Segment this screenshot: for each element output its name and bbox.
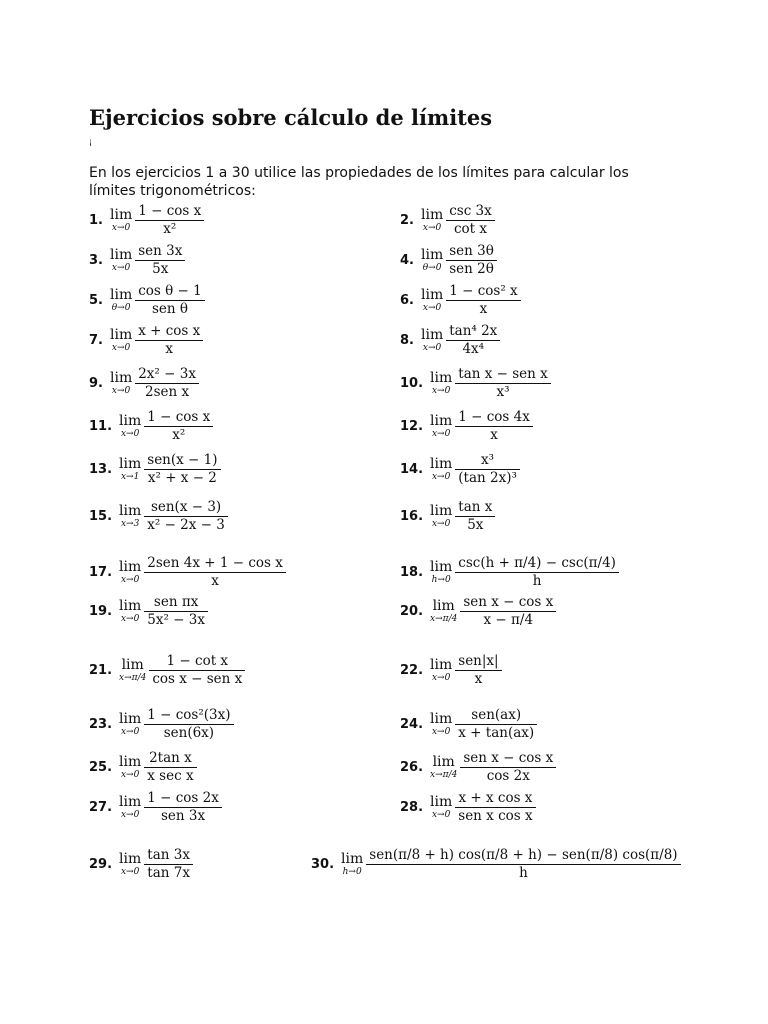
numerator: 1 − cos²(3x) (147, 706, 231, 723)
limit-word: lim (119, 597, 142, 614)
exercise-18 (400, 554, 619, 590)
denominator: 5x² − 3x (147, 611, 205, 628)
exercise-number: 26. (400, 759, 424, 775)
exercise-10 (400, 365, 551, 401)
limit-approach: x→0 (431, 385, 451, 396)
exercise-number: 23. (89, 716, 113, 732)
limit-word: lim (109, 286, 133, 303)
numerator: x + cos x (138, 322, 201, 339)
denominator: h (532, 572, 542, 589)
numerator: 1 − cot x (166, 652, 229, 669)
exercise-number: 6. (400, 292, 414, 308)
exercise-number: 2. (400, 212, 414, 228)
numerator: sen(π/8 + h) cos(π/8 + h) − sen(π/8) cos(π/8) (369, 846, 678, 863)
denominator: tan 7x (147, 864, 190, 881)
denominator: 5x (152, 260, 169, 277)
limit-word: lim (119, 455, 142, 472)
denominator: 4x⁴ (462, 340, 485, 357)
fraction (460, 595, 556, 628)
denominator: sen 3x (161, 807, 206, 824)
limit-approach: x→0 (422, 342, 442, 353)
fraction (446, 244, 497, 277)
exercise-6 (400, 282, 521, 318)
numerator: 1 − cos x (138, 202, 202, 219)
denominator: x (479, 300, 488, 317)
denominator: cos x − sen x (152, 670, 243, 687)
exercise-number: 14. (400, 461, 424, 477)
denominator: 5x (467, 516, 484, 533)
denominator: h (519, 864, 528, 881)
fraction (144, 410, 213, 443)
limit-operator (430, 457, 452, 482)
denominator: sen 2θ (449, 260, 494, 277)
denominator: x³ (496, 383, 510, 400)
exercise-number: 3. (89, 252, 103, 268)
page-title: Ejercicios sobre cálculo de límites (89, 105, 493, 130)
limit-word: lim (420, 246, 444, 263)
exercise-number: 21. (89, 662, 113, 678)
fraction (460, 751, 556, 784)
numerator: tan⁴ 2x (449, 322, 498, 339)
limit-approach: x→0 (431, 518, 451, 529)
limit-approach: x→0 (431, 726, 451, 737)
limit-word: lim (119, 502, 142, 519)
limit-approach: x→0 (431, 672, 451, 683)
exercise-12 (400, 408, 533, 444)
numerator: 1 − cos 4x (458, 408, 530, 425)
limit-word: lim (109, 246, 133, 263)
numerator: csc(h + π/4) − csc(π/4) (458, 554, 616, 571)
denominator: sen θ (151, 300, 188, 317)
fraction (144, 556, 286, 589)
denominator: cos 2x (486, 767, 530, 784)
limit-operator (119, 504, 141, 529)
exercise-14 (400, 451, 520, 487)
limit-word: lim (341, 850, 364, 867)
limit-word: lim (420, 286, 444, 303)
limit-approach: x→0 (120, 428, 140, 439)
exercise-1 (89, 202, 204, 238)
limit-operator (110, 288, 132, 313)
exercise-number: 9. (89, 375, 103, 391)
exercise-number: 18. (400, 564, 424, 580)
limit-approach: x→0 (422, 222, 442, 233)
limit-operator (421, 208, 443, 233)
fraction (455, 791, 535, 824)
limit-word: lim (119, 753, 142, 770)
limit-operator (430, 414, 452, 439)
denominator: (tan 2x)³ (458, 469, 517, 486)
exercise-number: 13. (89, 461, 113, 477)
numerator: sen 3x (138, 242, 183, 259)
exercise-22 (400, 652, 502, 688)
fraction (455, 453, 520, 486)
numerator: csc 3x (449, 202, 492, 219)
limit-word: lim (432, 753, 455, 770)
limit-word: lim (109, 206, 133, 223)
limit-operator (430, 599, 457, 624)
limit-word: lim (430, 455, 453, 472)
exercise-2 (400, 202, 495, 238)
denominator: x (490, 426, 498, 443)
fraction (135, 204, 204, 237)
denominator: x² + x − 2 (147, 469, 217, 486)
limit-approach: θ→0 (422, 262, 442, 273)
limit-approach: x→0 (431, 809, 451, 820)
limit-operator (430, 560, 452, 585)
exercise-number: 4. (400, 252, 414, 268)
numerator: 2sen 4x + 1 − cos x (147, 554, 283, 571)
denominator: x − π/4 (483, 611, 534, 628)
limit-word: lim (430, 793, 453, 810)
exercise-number: 8. (400, 332, 414, 348)
exercise-number: 24. (400, 716, 424, 732)
limit-word: lim (430, 558, 453, 575)
limit-approach: x→0 (111, 385, 131, 396)
limit-operator (421, 328, 443, 353)
fraction (144, 453, 220, 486)
numerator: 1 − cos x (147, 408, 211, 425)
denominator: sen x cos x (458, 807, 533, 824)
exercise-28 (400, 789, 536, 825)
fraction (455, 708, 537, 741)
exercise-number: 27. (89, 799, 113, 815)
limit-operator (430, 658, 452, 683)
limit-approach: x→1 (120, 471, 140, 482)
limit-operator (119, 599, 141, 624)
denominator: x sec x (147, 767, 194, 784)
denominator: x (165, 340, 174, 357)
limit-operator (430, 795, 452, 820)
exercise-number: 5. (89, 292, 103, 308)
numerator: 1 − cos 2x (147, 789, 219, 806)
fraction (144, 595, 208, 628)
limit-approach: x→3 (120, 518, 140, 529)
exercise-number: 11. (89, 418, 113, 434)
limit-word: lim (119, 710, 142, 727)
exercise-number: 15. (89, 508, 113, 524)
denominator: x (474, 670, 483, 687)
exercise-20 (400, 593, 556, 629)
numerator: sen x − cos x (463, 593, 554, 610)
limit-word: lim (430, 502, 453, 519)
instructions: En los ejercicios 1 a 30 utilice las propiedades de los límites para calcular los límites trigonométricos: (89, 165, 629, 199)
exercise-30 (311, 846, 681, 882)
exercise-17 (89, 554, 286, 590)
limit-approach: x→0 (431, 428, 451, 439)
limit-operator (430, 712, 452, 737)
fraction (135, 284, 205, 317)
exercise-number: 12. (400, 418, 424, 434)
fraction (446, 284, 520, 317)
limit-approach: x→0 (111, 222, 131, 233)
denominator: x² (172, 426, 186, 443)
denominator: x² (163, 220, 177, 237)
numerator: tan x (458, 498, 493, 515)
limit-operator (119, 457, 141, 482)
exercise-number: 7. (89, 332, 103, 348)
exercise-number: 22. (400, 662, 424, 678)
fraction (455, 500, 495, 533)
limit-word: lim (420, 206, 444, 223)
exercise-11 (89, 408, 213, 444)
limit-word: lim (119, 558, 142, 575)
denominator: x (211, 572, 219, 589)
fraction (149, 654, 245, 687)
exercise-15 (89, 498, 228, 534)
fraction (455, 367, 550, 400)
numerator: tan 3x (147, 846, 190, 863)
limit-word: lim (432, 597, 455, 614)
limit-approach: x→0 (111, 262, 131, 273)
limit-approach: x→0 (120, 866, 140, 877)
numerator: sen(ax) (471, 706, 522, 723)
denominator: x² − 2x − 3 (147, 516, 225, 533)
limit-approach: θ→0 (111, 302, 131, 313)
limit-approach: h→0 (431, 574, 451, 585)
fraction (446, 324, 500, 357)
fraction (135, 324, 203, 357)
numerator: x + x cos x (458, 789, 533, 806)
limit-operator (119, 658, 146, 683)
limit-word: lim (119, 412, 142, 429)
limit-approach: x→0 (431, 471, 451, 482)
limit-approach: x→0 (120, 809, 140, 820)
limit-operator (110, 371, 132, 396)
limit-approach: x→0 (120, 574, 140, 585)
exercise-number: 10. (400, 375, 424, 391)
limit-approach: x→0 (120, 726, 140, 737)
limit-approach: x→π/4 (430, 613, 458, 624)
fraction (144, 500, 228, 533)
fraction (455, 556, 619, 589)
limit-operator (119, 414, 141, 439)
exercise-number: 30. (311, 856, 335, 872)
exercise-number: 19. (89, 603, 113, 619)
exercise-19 (89, 593, 208, 629)
limit-operator (119, 755, 141, 780)
exercise-4 (400, 242, 497, 278)
limit-operator (110, 328, 132, 353)
exercise-3 (89, 242, 185, 278)
exercise-number: 17. (89, 564, 113, 580)
limit-word: lim (430, 656, 453, 673)
limit-word: lim (109, 369, 133, 386)
fraction (135, 367, 199, 400)
fraction (144, 751, 196, 784)
denominator: 2sen x (145, 383, 190, 400)
numerator: 2x² − 3x (138, 365, 196, 382)
exercise-9 (89, 365, 199, 401)
denominator: cot x (453, 220, 487, 237)
limit-approach: h→0 (342, 866, 362, 877)
limit-operator (430, 371, 452, 396)
numerator: 1 − cos² x (449, 282, 518, 299)
exercise-number: 28. (400, 799, 424, 815)
limit-operator (119, 712, 141, 737)
denominator: x + tan(ax) (458, 724, 535, 741)
numerator: sen x − cos x (463, 749, 554, 766)
exercise-29 (89, 846, 193, 882)
stray-mark: ¡ (89, 137, 93, 146)
limit-word: lim (109, 326, 133, 343)
limit-approach: x→0 (120, 613, 140, 624)
limit-word: lim (420, 326, 444, 343)
limit-operator (421, 248, 443, 273)
numerator: cos θ − 1 (138, 282, 202, 299)
exercise-8 (400, 322, 500, 358)
limit-operator (110, 208, 132, 233)
fraction (366, 848, 680, 881)
numerator: 2tan x (149, 749, 192, 766)
fraction (455, 410, 533, 443)
limit-operator (119, 795, 141, 820)
exercise-27 (89, 789, 222, 825)
exercise-5 (89, 282, 205, 318)
limit-approach: x→0 (111, 342, 131, 353)
exercise-16 (400, 498, 495, 534)
exercise-number: 29. (89, 856, 113, 872)
limit-approach: x→0 (120, 769, 140, 780)
exercise-24 (400, 706, 537, 742)
numerator: sen|x| (458, 652, 499, 669)
limit-operator (430, 755, 457, 780)
fraction (135, 244, 185, 277)
limit-word: lim (119, 850, 142, 867)
limit-word: lim (119, 793, 142, 810)
exercise-26 (400, 749, 556, 785)
numerator: sen(x − 3) (150, 498, 222, 515)
exercise-7 (89, 322, 203, 358)
limit-word: lim (430, 412, 453, 429)
limit-word: lim (430, 710, 453, 727)
limit-word: lim (430, 369, 453, 386)
limit-operator (119, 560, 141, 585)
fraction (446, 204, 495, 237)
exercise-number: 20. (400, 603, 424, 619)
limit-operator (119, 852, 141, 877)
numerator: x³ (481, 451, 495, 468)
denominator: sen(6x) (163, 724, 215, 741)
numerator: tan x − sen x (458, 365, 548, 382)
limit-approach: x→π/4 (119, 672, 147, 683)
exercise-25 (89, 749, 197, 785)
fraction (144, 791, 222, 824)
limit-operator (341, 852, 363, 877)
numerator: sen 3θ (449, 242, 494, 259)
limit-word: lim (121, 656, 144, 673)
limit-operator (110, 248, 132, 273)
limit-approach: x→0 (422, 302, 442, 313)
exercise-13 (89, 451, 221, 487)
limit-approach: x→π/4 (430, 769, 458, 780)
fraction (144, 848, 193, 881)
fraction (144, 708, 233, 741)
exercise-number: 1. (89, 212, 103, 228)
numerator: sen πx (153, 593, 199, 610)
limit-operator (430, 504, 452, 529)
exercise-21 (89, 652, 245, 688)
numerator: sen(x − 1) (147, 451, 218, 468)
limit-operator (421, 288, 443, 313)
exercise-number: 25. (89, 759, 113, 775)
exercise-number: 16. (400, 508, 424, 524)
fraction (455, 654, 501, 687)
exercise-23 (89, 706, 234, 742)
